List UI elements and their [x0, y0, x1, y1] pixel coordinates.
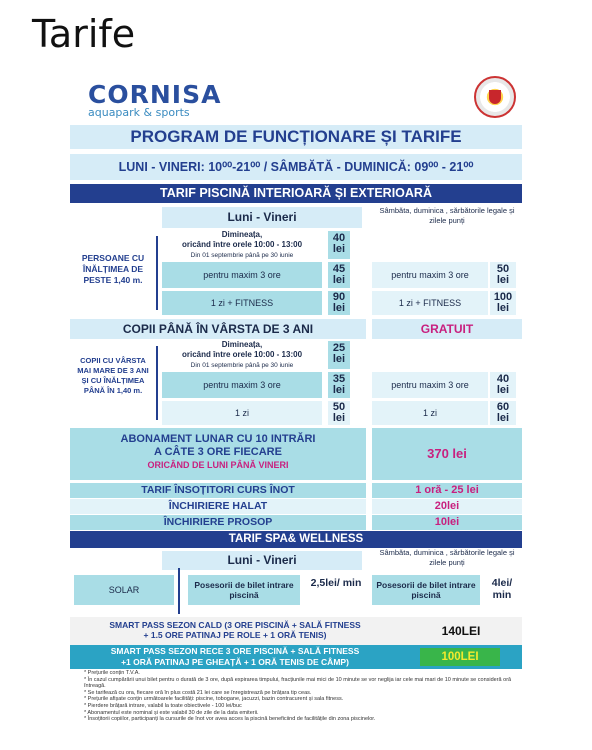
- city-crest-icon: [474, 76, 516, 118]
- subscription-line-3: ORICÂND DE LUNI PÂNĂ VINERI: [147, 460, 289, 470]
- footnote: * Însoțitorii copiilor, participanți la cursurile de înot vor avea acces la piscină beneficiind de facilitățile din zona piscinelor.: [84, 716, 376, 723]
- page-title: Tarife: [32, 12, 136, 56]
- cornisa-logo: [88, 80, 228, 124]
- poster-title: PROGRAM DE FUNCȚIONARE ȘI TARIFE: [70, 125, 522, 149]
- adults-morning-price: 40 lei: [328, 231, 350, 259]
- extra-label-swim-companion: TARIF ÎNSOȚITORI CURS ÎNOT: [70, 483, 366, 498]
- footnotes: [84, 670, 514, 723]
- smart-pass-cold-price: 100LEI: [420, 648, 500, 666]
- kids-day-label: 1 zi: [162, 401, 322, 425]
- pool-tariff-header: TARIF PISCINĂ INTERIOARĂ ȘI EXTERIOARĂ: [70, 184, 522, 203]
- kids-weekend-3h-price: 40 lei: [490, 372, 516, 398]
- kids-weekend-day-price: 60 lei: [490, 401, 516, 425]
- smart-pass-warm-line-1: SMART PASS SEZON CALD (3 ORE PISCINĂ + SALĂ FITNESS: [109, 620, 361, 630]
- solar-weekday-holders: Posesorii de bilet intrare piscină: [188, 575, 300, 605]
- adults-weekend-fitness-price: 100 lei: [490, 291, 516, 315]
- adults-morning-title: Dimineața,: [221, 230, 263, 239]
- solar-label: SOLAR: [74, 575, 174, 605]
- extra-price-swim-companion: 1 oră - 25 lei: [372, 483, 522, 498]
- extra-label-towel: ÎNCHIRIERE PROSOP: [70, 515, 366, 530]
- smart-pass-warm-price: 140LEI: [441, 624, 481, 638]
- kids-morning-price: 25 lei: [328, 341, 350, 369]
- footnote: * În cazul cumpărării unui bilet pentru o durată de 3 ore, după expirarea timpului, fracțiunile mai mici de 10 minute se vor neglija iar cele mai mari de 10 minute se consideră oră întreagă.: [84, 676, 512, 690]
- smart-pass-cold-line-2: +1 ORĂ PATINAJ PE GHEAȚĂ + 1 ORĂ TENIS DE CÂMP): [121, 657, 349, 667]
- subscription-price: 370 lei: [372, 428, 522, 480]
- kids-3h-price: 35 lei: [328, 372, 350, 398]
- adults-weekend-fitness-label: 1 zi + FITNESS: [372, 291, 488, 315]
- adults-weekend-3h-price: 50 lei: [490, 262, 516, 288]
- adults-3h-label: pentru maxim 3 ore: [162, 262, 322, 288]
- adults-divider: [156, 236, 158, 310]
- smart-pass-cold-line-1: SMART PASS SEZON RECE 3 ORE PISCINĂ + SALĂ FITNESS: [110, 646, 360, 656]
- kids-label: COPII CU VÂRSTA MAI MARE DE 3 ANI ȘI CU ÎNĂLȚIMEA PÂNĂ ÎN 1,40 m.: [77, 356, 149, 395]
- solar-weekday-price: 2,5lei/ min: [310, 577, 362, 589]
- adults-label: PERSOANE CU ÎNĂLȚIMEA DE PESTE 1,40 m.: [81, 253, 145, 285]
- adults-3h-price: 45 lei: [328, 262, 350, 288]
- kids-3h-label: pentru maxim 3 ore: [162, 372, 322, 398]
- spa-weekday-header: Luni - Vineri: [162, 551, 362, 570]
- weekday-column-header: Luni - Vineri: [162, 207, 362, 228]
- extra-price-towel: 10lei: [372, 515, 522, 530]
- solar-weekend-price: 4lei/ min: [491, 577, 513, 601]
- adults-morning-hours: oricând între orele 10:00 - 13:00: [181, 240, 303, 249]
- adults-morning-season: Din 01 septembrie până pe 30 iunie: [190, 252, 294, 259]
- opening-hours: LUNI - VINERI: 10⁰⁰-21⁰⁰ / SÂMBĂTĂ - DUMINICĂ: 09⁰⁰ - 21⁰⁰: [70, 154, 522, 180]
- infants-price: GRATUIT: [372, 319, 522, 339]
- solar-weekend-holders: Posesorii de bilet intrare piscină: [372, 575, 480, 605]
- kids-weekend-day-label: 1 zi: [372, 401, 488, 425]
- subscription-line-1: ABONAMENT LUNAR CU 10 INTRĂRI: [120, 433, 316, 445]
- logo-main-text: CORNISA: [88, 80, 222, 109]
- adults-fitness-label: 1 zi + FITNESS: [162, 291, 322, 315]
- adults-fitness-price: 90 lei: [328, 291, 350, 315]
- kids-morning-title: Dimineața,: [221, 340, 263, 349]
- footnote: * Se tarifează cu ora, fiecare oră în plus costă 21 lei care se înregistrează pe brățara tip ceas.: [84, 689, 312, 696]
- kids-weekend-3h-label: pentru maxim 3 ore: [372, 372, 488, 398]
- footnote: * Prețurile conțin T.V.A.: [84, 670, 140, 676]
- infants-label: COPII PÂNĂ ÎN VÂRSTA DE 3 ANI: [70, 319, 366, 339]
- spa-tariff-header: TARIF SPA& WELLNESS: [70, 531, 522, 548]
- smart-pass-warm-line-2: + 1.5 ORE PATINAJ PE ROLE + 1 ORĂ TENIS): [143, 630, 327, 640]
- tariff-poster: [70, 70, 522, 725]
- solar-divider: [178, 568, 180, 614]
- adults-weekend-3h-label: pentru maxim 3 ore: [372, 262, 488, 288]
- weekend-column-header: Sâmbăta, duminica , sărbătorile legale și zilele punți: [379, 206, 515, 225]
- kids-day-price: 50 lei: [328, 401, 350, 425]
- subscription-line-2: A CÂTE 3 ORE FIECARE: [154, 446, 282, 458]
- kids-morning-season: Din 01 septembrie până pe 30 iunie: [190, 362, 294, 369]
- kids-morning-hours: oricând între orele 10:00 - 13:00: [181, 350, 303, 359]
- kids-divider: [156, 346, 158, 420]
- extra-price-robe: 20lei: [372, 499, 522, 514]
- footnote: * Pierdere brățară intrare, valabil la toate obiectivele - 100 lei/buc: [84, 702, 242, 709]
- footnote: * Abonamentul este nominal și este valabil 30 de zile de la data emiterii.: [84, 709, 259, 716]
- extra-label-robe: ÎNCHIRIERE HALAT: [70, 499, 366, 514]
- spa-weekend-header: Sâmbăta, duminica , sărbătorile legale și zilele punți: [379, 548, 515, 567]
- footnote: * Prețurile afișate conțin următoarele facilități: piscine, tobogane, jacuzzi, bazin contracurent și sala fitness.: [84, 696, 344, 703]
- logo-sub-text: aquapark & sports: [88, 106, 190, 119]
